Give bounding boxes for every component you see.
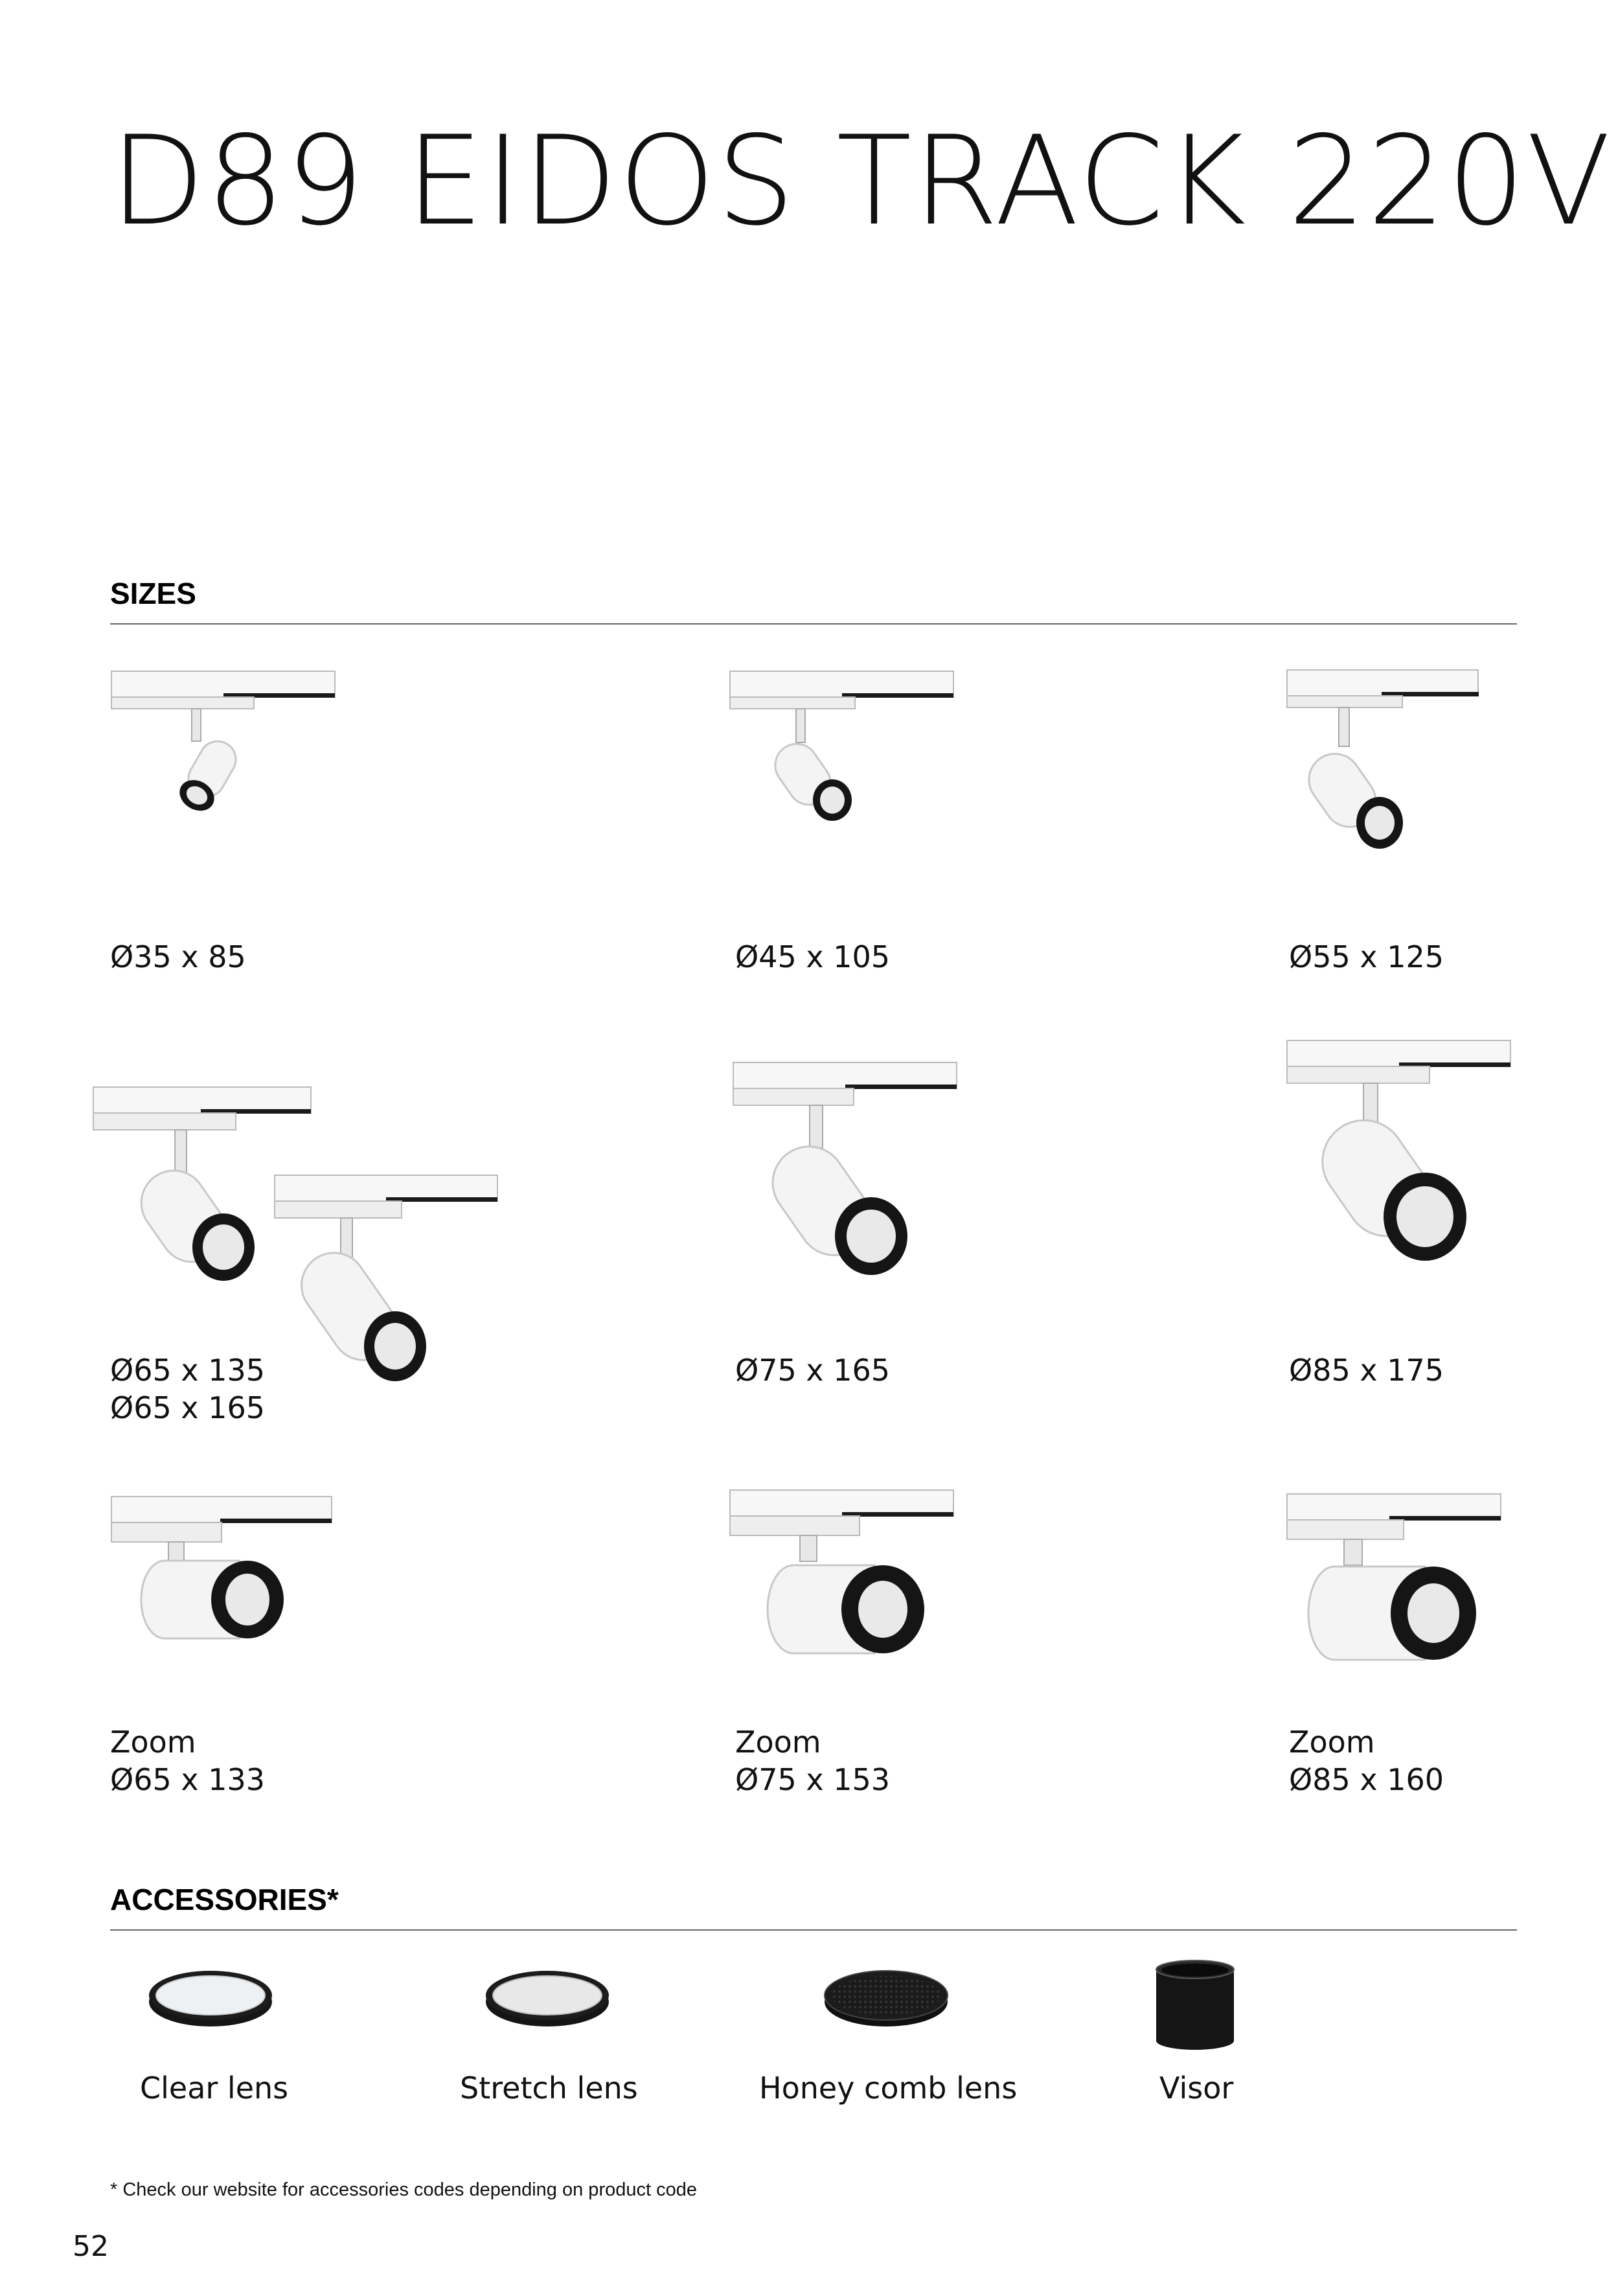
size-line: Ø55 x 125 (1289, 939, 1444, 974)
zoom-spotlight-65x133-image (110, 1493, 343, 1687)
accessory-label: Stretch lens (460, 2071, 638, 2106)
spotlight-35x85-image (110, 667, 343, 823)
accessories-divider (110, 1929, 1517, 1931)
size-caption (1289, 1723, 1444, 1798)
accessory-label: Clear lens (140, 2071, 289, 2106)
stretch-lens-image (483, 1963, 612, 2034)
spotlight-85x175-image (1286, 1037, 1519, 1276)
page-title: D89 EIDOS TRACK 220V (110, 109, 1612, 253)
size-caption (735, 1351, 890, 1389)
size-line: Zoom (1289, 1725, 1375, 1760)
size-line: Zoom (110, 1725, 196, 1760)
size-line: Zoom (735, 1725, 821, 1760)
size-caption (735, 938, 890, 976)
size-line: Ø75 x 165 (735, 1353, 891, 1388)
page-number: 52 (73, 2230, 109, 2263)
size-caption (110, 1351, 265, 1427)
spotlight-55x125-image (1286, 666, 1493, 860)
honeycomb-lens-image (821, 1963, 951, 2034)
size-line: Ø75 x 153 (735, 1762, 891, 1797)
accessory-label: Visor (1159, 2071, 1234, 2106)
size-line: Ø35 x 85 (110, 939, 246, 974)
zoom-spotlight-75x153-image (729, 1486, 962, 1700)
size-caption (110, 938, 246, 976)
accessory-label: Honey comb lens (759, 2071, 1018, 2106)
size-caption (735, 1723, 890, 1798)
size-line: Ø65 x 133 (110, 1762, 266, 1797)
size-line: Ø65 x 165 (110, 1390, 266, 1425)
size-line: Ø85 x 175 (1289, 1353, 1444, 1388)
size-line: Ø65 x 135 (110, 1353, 266, 1388)
size-line: Ø85 x 160 (1289, 1762, 1444, 1797)
footnote: * Check our website for accessories codes depending on product code (110, 2179, 697, 2200)
visor-image (1150, 1957, 1240, 2054)
clear-lens-image (146, 1963, 275, 2034)
size-caption (1289, 1351, 1444, 1389)
size-line: Ø45 x 105 (735, 939, 891, 974)
sizes-heading: SIZES (110, 577, 196, 610)
size-caption (1289, 938, 1444, 976)
accessories-heading: ACCESSORIES* (110, 1883, 339, 1916)
zoom-spotlight-85x160-image (1286, 1490, 1519, 1704)
size-caption (110, 1723, 265, 1798)
spotlight-75x165-image (732, 1056, 965, 1289)
sizes-divider (110, 623, 1517, 625)
spotlight-45x105-image (729, 667, 962, 836)
